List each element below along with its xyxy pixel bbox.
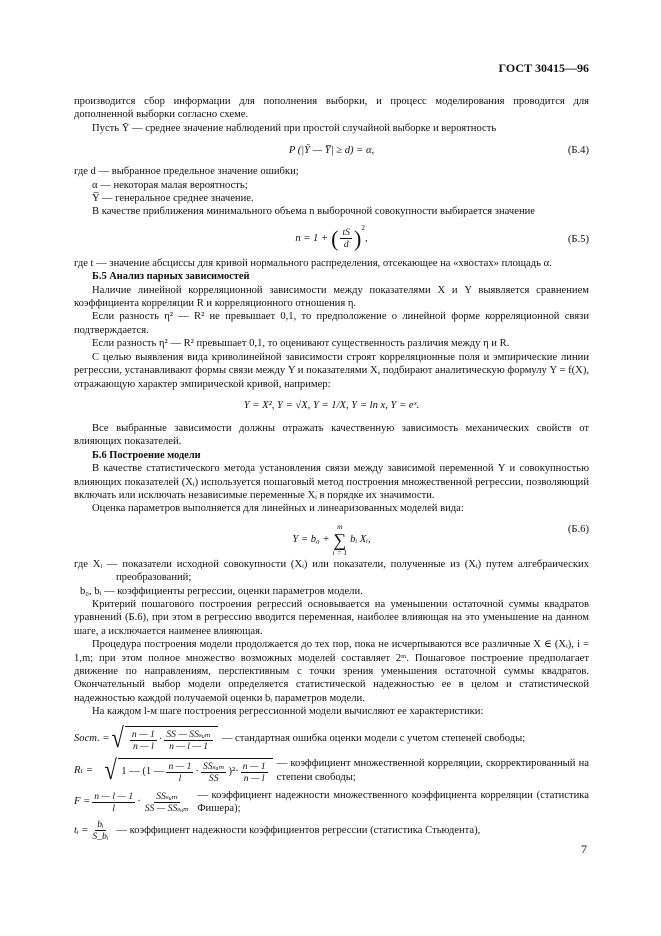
equation-expression: P (|Ȳ — Y̅| ≥ d) = α, (288, 145, 375, 157)
paragraph: Если разность η² — R² не превышает 0,1, то предположение о линейной форме корреляционной связи подтверждается. (74, 311, 589, 336)
sum-upper-limit: m (337, 521, 343, 531)
sigma-icon: ∑ (333, 529, 347, 550)
fraction-denominator: SS — SSₛᵤₘ (144, 802, 190, 814)
definition-item: b₀, bᵢ — коэффициенты регрессии, оценки параметров модели. (80, 585, 363, 597)
equation-label: (Б.4) (567, 145, 589, 157)
formula-lhs: tᵢ = (74, 825, 89, 837)
paragraph: В качестве приближения минимального объема n выборочной совокупности выбирается значение (92, 206, 536, 218)
formula-fragment: 1 — (1 — (121, 766, 165, 778)
formula-lhs: F = (74, 796, 91, 808)
fraction-denominator: d (343, 238, 349, 250)
definition-item: где Xᵢ — показатели исходной совокупности (Xᵢ) или показатели, полученные из (Xᵢ) путем алгебраических преобразований; (74, 558, 589, 584)
fraction-numerator: n — 1 (131, 728, 155, 740)
section-heading: Б.6 Построение модели (92, 449, 201, 461)
equation-lhs: n = 1 + (295, 232, 329, 244)
formula-multiple-correlation (74, 754, 589, 786)
fraction-denominator: l (178, 772, 182, 784)
fraction-denominator: SS (208, 772, 219, 784)
paragraph: На каждом l-м шаге построения регрессионной модели вычисляют ее характеристики: (92, 706, 484, 718)
formula-description: — стандартная ошибка оценки модели с учетом степеней свободы; (221, 732, 526, 744)
equation-examples (74, 396, 589, 416)
fraction-denominator: l (112, 802, 116, 814)
fraction-numerator: SSₛᵤₘ (156, 790, 178, 802)
fraction-denominator: n — l (132, 740, 154, 752)
paragraph: Оценка параметров выполняется для линейных и линеаризованных моделей вида: (92, 503, 464, 515)
page-body (74, 95, 589, 846)
formula-std-error (74, 722, 589, 754)
formula-lhs: Sост. = (74, 732, 110, 744)
fraction-denominator: n — l — 1 (169, 740, 209, 752)
section-heading: Б.5 Анализ парных зависимостей (92, 271, 250, 283)
paragraph: Пусть Ȳ — среднее значение наблюдений при простой случайной выборке и вероятность (92, 122, 497, 134)
definition-item: где d — выбранное предельное значение ошибки; (74, 166, 299, 178)
fraction-numerator: n — l — 1 (94, 790, 134, 802)
equation-label: (Б.5) (567, 233, 589, 245)
fraction-denominator: n — l (243, 772, 265, 784)
equation-b5: n = 1 + ( $\frac{tS}{d}$ ) $^2$ , (Б.5) (295, 223, 589, 251)
fraction-numerator: n — 1 (168, 760, 192, 772)
paragraph: производится сбор информации для пополнения выборки, и процесс моделирования проводится для дополненной выборки согласно схеме. (74, 96, 589, 121)
square-root: √ 1 — (1 — $\frac{n — 1}{l}$ · $\frac{\text{SSₛᵤₘ}}{SS}$ )² · $\frac{n — 1}{n — l}$ (103, 757, 273, 785)
paragraph: Процедура построения модели продолжается до тех пор, пока не исчерпываются все различные X ∈ (Xᵢ), i = 1,m; при этом полное множество возможных моделей составляет 2ᵐ. Пошаговое построение предполагает движение по направлениям, перспективным с точки зрения уменьшения остаточной суммы квадратов. Окончательный выбор модели определяется статистической надежностью ее в целом и статистической надежностью каждой получаемой оценки bᵢ параметров модели. (74, 639, 589, 704)
equation-lhs: Y = b₀ + (292, 534, 330, 546)
equation-label: (Б.6) (567, 523, 589, 535)
paragraph: Все выбранные зависимости должны отражать качественную зависимость механических свойств от влияющих показателей. (74, 422, 589, 448)
square-root: √ $\frac{n — 1}{n — l}$ · $\frac{\text{SS — SSₛᵤₘ}}{n — l — 1}$ (110, 725, 218, 753)
definition-item: Y̅ — генеральное среднее значение. (92, 193, 254, 205)
fraction-numerator: SSₛᵤₘ (202, 760, 225, 772)
equation-expression: Y = X², Y = √X, Y = 1/X, Y = ln x, Y = eˣ. (243, 399, 420, 411)
fraction-numerator: tS (342, 226, 350, 238)
page-number: 7 (581, 842, 587, 856)
fraction-numerator: n — 1 (242, 760, 266, 772)
formula-fragment: )² (228, 766, 236, 778)
sum-lower-limit: i = 1 (332, 547, 348, 557)
fraction-numerator: bᵢ (97, 819, 104, 831)
formula-lhs: Rₗ = (74, 764, 93, 776)
paragraph: где t — значение абсциссы для кривой нормального распределения, отсекающее на «хвостах» площадь α. (74, 257, 552, 269)
paragraph: Если разность η² — R² превышает 0,1, то оценивают существенность различия между η и R. (92, 338, 510, 350)
equation-b6 (74, 520, 589, 558)
fraction-numerator: SS — SSₛᵤₘ (166, 728, 211, 740)
equation-term: bᵢ Xᵢ, (350, 534, 371, 546)
standard-code-header: ГОСТ 30415—96 (498, 61, 589, 75)
paragraph: С целью выявления вида криволинейной зависимости строят корреляционные поля и эмпирические линии регрессии, устанавливают формы связи между Y и показателями X, подбирают аналитическую формулу Y = f(X), отражающую характер эмпирической кривой, например: (74, 351, 589, 390)
paragraph: В качестве статистического метода установления связи между зависимой переменной Y и совокупностью влияющих показателей (Xᵢ) используется пошаговый метод построения множественной регрессии, позволяющий включать или исключать независимые переменные Xᵢ в порядке их значимости. (74, 463, 589, 501)
fraction-denominator: S_bᵢ (92, 831, 109, 843)
paragraph: Критерий пошагового построения регрессий основывается на уменьшении остаточной суммы квадратов уравнений (Б.6), при этом в регрессию вводится переменная, наиболее влияющая на это уменьшение на данном шаге, а исключается наименее влияющая. (74, 598, 589, 637)
formula-description: — коэффициент надежности множественного коэффициента корреляции (статистика Фишера); (197, 789, 589, 815)
formula-fisher: F = $\frac{n — l — 1}{l}$ · $\frac{\text{SSₛᵤₘ}}{\text{SS — SSₛᵤₘ}}$ — коэффициент надежности множественного коэффициента корреляции (статистика Фишера); (74, 789, 589, 815)
formula-description: — коэффициент надежности коэффициентов регрессии (статистика Стьюдента), (116, 825, 481, 837)
definition-item: α — некоторая малая вероятность; (92, 179, 248, 191)
equation-b4 (74, 141, 589, 161)
formula-description: — коэффициент множественной корреляции, скорректированный на степени свободы; (276, 758, 589, 783)
paragraph: Наличие линейной корреляционной зависимости между показателями X и Y выявляется сравнением коэффициента корреляции R и корреляционного отношения η. (74, 284, 589, 310)
definition-list (74, 165, 589, 205)
formula-student (74, 819, 589, 842)
